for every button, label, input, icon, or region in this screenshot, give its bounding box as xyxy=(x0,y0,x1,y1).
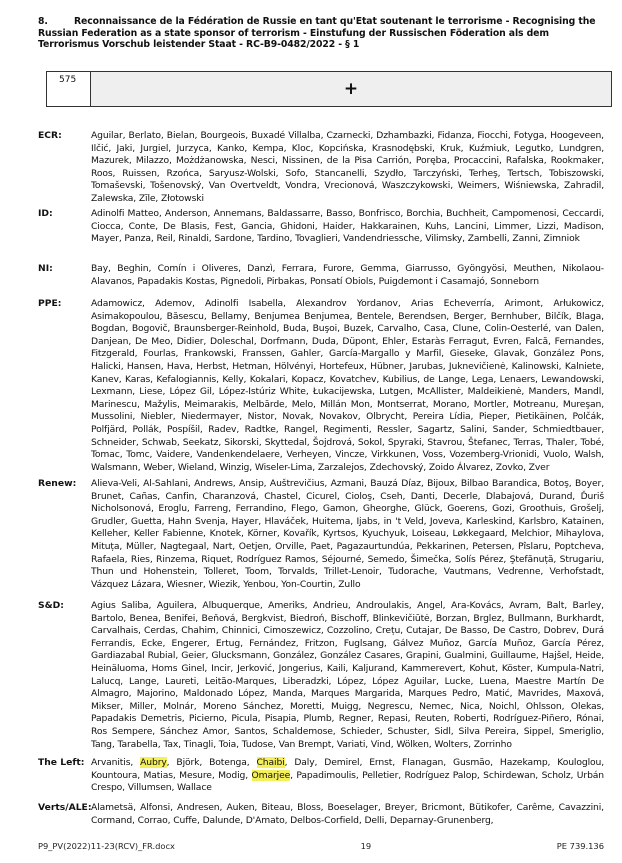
group-label: S&D: xyxy=(38,600,64,611)
political-group xyxy=(38,757,604,795)
highlighted-name: Chaibi xyxy=(256,757,285,768)
member-names: Agius Saliba, Aguilera, Albuquerque, Ameriks, Andrieu, Androulakis, Angel, Ara-Kovács, Avram, Balt, Barley, Bartolo, Benea, Benifei, Beňová, Bergkvist, Biedroń, Bischoff, Blinkevičiūtė, Borzan, Brglez, Bullmann, Burkhardt, Carvalhais, Cerdas, Chahim, Chinnici, Cimoszewicz, Cozzolino, Crețu, Cutajar, De Basso, De Castro, Dobrev, Durá Ferrandis, Ecke, Engerer, Ertug, Fernández, Fritzon, Fuglsang, Gálvez Muñoz, García Muñoz, García Pérez, Gardiazabal Rubial, Geier, Glucksmann, González, González Casares, Grapini, Gualmini, Guillaume, Hajšel, Heide, Heinäluoma, Homs Ginel, Incir, Jerković, Jongerius, Kaili, Kaljurand, Kammerevert, Kohut, Köster, Kumpula-Natri, Lalucq, Lange, Laureti, Leitão-Marques, Liberadzki, López, López Aguilar, Lucke, Luena, Maestre Martín De Almagro, Majorino, Maldonado López, Manda, Marques Margarida, Marques Pedro, Matić, Mavrides, Maxová, Mikser, Miller, Molnár, Moreno Sánchez, Moretti, Muigg, Negrescu, Nemec, Nica, Noichl, Ohlsson, Olekas, Papadakis Demetris, Picierno, Picula, Pisapia, Plumb, Regner, Repasi, Reuten, Roberti, Rodríguez-Piñero, Rónai, Ros Sempere, Sánchez Amor, Santos, Schaldemose, Schieder, Schuster, Sidl, Silva Pereira, Sippel, Smeriglio, Tang, Tarabella, Tax, Tinagli, Toia, Tudose, Van Brempt, Variati, Vind, Wölken, Wolters, Zorrinho xyxy=(91,600,604,750)
group-label: Renew: xyxy=(38,478,77,489)
vote-heading xyxy=(38,16,598,51)
political-group xyxy=(38,600,604,751)
political-group xyxy=(38,478,604,591)
group-label: PPE: xyxy=(38,298,62,309)
member-names: Alieva-Veli, Al-Sahlani, Andrews, Ansip, Auštrevičius, Azmani, Bauzá Díaz, Bijoux, Bilbao Barandica, Botoş, Boyer, Brunet, Cañas, Canfin, Charanzová, Chastel, Cicurel, Cioloş, Cseh, Danti, Decerle, Dlabajová, Durand, Ďuriš Nicholsonová, Eroglu, Farreng, Ferrandino, Flego, Gamon, Gheorghe, Glück, Goerens, Gozi, Groothuis, Grošelj, Grudler, Guetta, Hahn Svenja, Hayer, Hlaváček, Huitema, Ijabs, in 't Veld, Joveva, Karleskind, Karlsbro, Katainen, Kelleher, Keller Fabienne, Knotek, Körner, Kovařík, Kyrtsos, Kyuchyuk, Loiseau, Løkkegaard, Melchior, Mihaylova, Mituța, Müller, Nagtegaal, Nart, Oetjen, Orville, Paet, Pagazaurtundúa, Pekkarinen, Petersen, Pîslaru, Poptcheva, Rafaela, Ries, Rinzema, Riquet, Rodríguez Ramos, Séjourné, Semedo, Šimečka, Solís Pérez, Ştefănuță, Strugariu, Thun und Hohenstein, Tolleret, Toom, Torvalds, Trillet-Lenoir, Tudorache, Vautmans, Vedrenne, Verhofstadt, Vázquez Lázara, Wiesner, Wiezik, Yenbou, Yon-Courtin, Zullo xyxy=(91,478,604,590)
group-label: ECR: xyxy=(38,130,62,141)
member-names: Alametsä, Alfonsi, Andresen, Auken, Biteau, Bloss, Boeselager, Breyer, Bricmont, Bütikofer, Carême, Cavazzini, Cormand, Corrao, Cuffe, Dalunde, D'Amato, Delbos-Corfield, Delli, Deparnay-Grunenberg, xyxy=(91,802,604,826)
footer-filename: P9_PV(2022)11-23(RCV)_FR.docx xyxy=(38,841,175,851)
political-group xyxy=(38,298,604,474)
vote-result-box xyxy=(46,71,612,107)
page-footer xyxy=(38,841,604,851)
vote-result: + xyxy=(91,72,611,106)
footer-page-number: 19 xyxy=(360,841,372,851)
group-label: ID: xyxy=(38,208,53,219)
political-group xyxy=(38,208,604,246)
political-group xyxy=(38,263,604,288)
item-title: Reconnaissance de la Fédération de Russie en tant qu'Etat soutenant le terrorisme - Recognising the Russian Federation as a state sponsor of terrorism - Einstufung der Russischen Föderation als dem Terrorismus Vorschub leistender Staat - RC-B9-0482/2022 - § 1 xyxy=(38,16,596,51)
group-label: The Left: xyxy=(38,757,85,768)
member-names: Bay, Beghin, Comín i Oliveres, Danzì, Ferrara, Furore, Gemma, Giarrusso, Gyöngyösi, Meuthen, Nikolaou-Alavanos, Papadakis Kostas, Pignedoli, Pirbakas, Ponsatí Obiols, Puigdemont i Casamajó, Sonneborn xyxy=(91,263,604,287)
political-group xyxy=(38,130,604,206)
member-names: Arvanitis, Aubry, Björk, Botenga, Chaibi, Daly, Demirel, Ernst, Flanagan, Gusmão, Hazekamp, Kouloglou, Kountoura, Matias, Mesure, Modig, Omarjee, Papadimoulis, Pelletier, Rodríguez Palop, Schirdewan, Scholz, Urbán Crespo, Villumsen, Wallace xyxy=(91,757,605,794)
highlighted-name: Aubry xyxy=(140,757,167,768)
member-names: Aguilar, Berlato, Bielan, Bourgeois, Buxadé Villalba, Czarnecki, Dzhambazki, Fidanza, Fiocchi, Fotyga, Hoogeveen, Ilčić, Jaki, Jurgiel, Jurzyca, Kanko, Kempa, Kloc, Kopcińska, Krasnodębski, Kruk, Kuźmiuk, Legutko, Lundgren, Mazurek, Milazzo, Możdżanowska, Nesci, Nissinen, de la Pisa Carrión, Poręba, Procaccini, Rafalska, Rookmaker, Roos, Ruissen, Rzońca, Saryusz-Wolski, Sofo, Stancanelli, Szydło, Tarczyński, Terheş, Tertsch, Tobiszowski, Tomaševski, Tošenovský, Van Overtveldt, Vondra, Vrecionová, Waszczykowski, Weimers, Wiśniewska, Zahradil, Zalewska, Zīle, Złotowski xyxy=(91,130,604,204)
footer-reference: PE 739.136 xyxy=(556,841,604,851)
member-names: Adamowicz, Ademov, Adinolfi Isabella, Alexandrov Yordanov, Arias Echeverría, Arimont, Arłukowicz, Asimakopoulou, Băsescu, Bellamy, Benjumea Benjumea, Bentele, Berendsen, Berger, Bernhuber, Bilčík, Blaga, Bogdan, Bogovič, Braunsberger-Reinhold, Buda, Buşoi, Buzek, Carvalho, Casa, Clune, Colin-Oesterlé, van Dalen, Danjean, De Meo, Didier, Doleschal, Dorfmann, Duda, Düpont, Ehler, Estaràs Ferragut, Evren, Falcă, Fernandes, Fitzgerald, Fourlas, Frankowski, Franssen, Gahler, García-Margallo y Marfil, Gieseke, Glavak, González Pons, Halicki, Hansen, Hava, Herbst, Hetman, Hölvényi, Hortefeux, Hübner, Jarubas, Juknevičienė, Kalinowski, Kalniete, Kanev, Karas, Kefalogiannis, Kelly, Kokalari, Kopacz, Kovatchev, Kubilius, de Lange, Lega, Lenaers, Lewandowski, Lexmann, Liese, López Gil, López-Istúriz White, Łukacijewska, Lutgen, McAllister, Maldeikienė, Manders, Mandl, Marinescu, Mažylis, Meimarakis, Melbārde, Melo, Millán Mon, Montserrat, Morano, Mortler, Motreanu, Mureşan, Mussolini, Niebler, Niedermayer, Nistor, Novak, Novakov, Olbrycht, Pereira Lídia, Pieper, Pietikäinen, Polčák, Polfjärd, Pollák, Pospíšil, Radev, Radtke, Rangel, Regimenti, Ressler, Sagartz, Salini, Sander, Schmiedtbauer, Schneider, Schwab, Seekatz, Sikorski, Skyttedal, Šojdrová, Sokol, Spyraki, Stavrou, Štefanec, Terras, Thaler, Tobé, Tomac, Tomc, Vaidere, Vandenkendelaere, Verheyen, Vincze, Virkkunen, Voss, Vozemberg-Vrionidi, Vuolo, Walsh, Walsmann, Weber, Wieland, Winzig, Wiseler-Lima, Zarzalejos, Zdechovský, Zoido Álvarez, Zovko, Zver xyxy=(91,298,604,473)
political-group xyxy=(38,802,604,827)
member-names: Adinolfi Matteo, Anderson, Annemans, Baldassarre, Basso, Bonfrisco, Borchia, Buchheit, Campomenosi, Ceccardi, Ciocca, Conte, De Blasis, Fest, Gancia, Ghidoni, Haider, Hakkarainen, Kuhs, Lancini, Limmer, Lizzi, Madison, Mayer, Panza, Reil, Rinaldi, Sardone, Tardino, Tovaglieri, Vandendriessche, Vilimsky, Zambelli, Zanni, Zimniok xyxy=(91,208,604,245)
group-label: Verts/ALE: xyxy=(38,802,92,813)
group-label: NI: xyxy=(38,263,53,274)
highlighted-name: Omarjee xyxy=(251,769,291,781)
item-number: 8. xyxy=(38,16,48,27)
vote-count: 575 xyxy=(47,72,91,106)
